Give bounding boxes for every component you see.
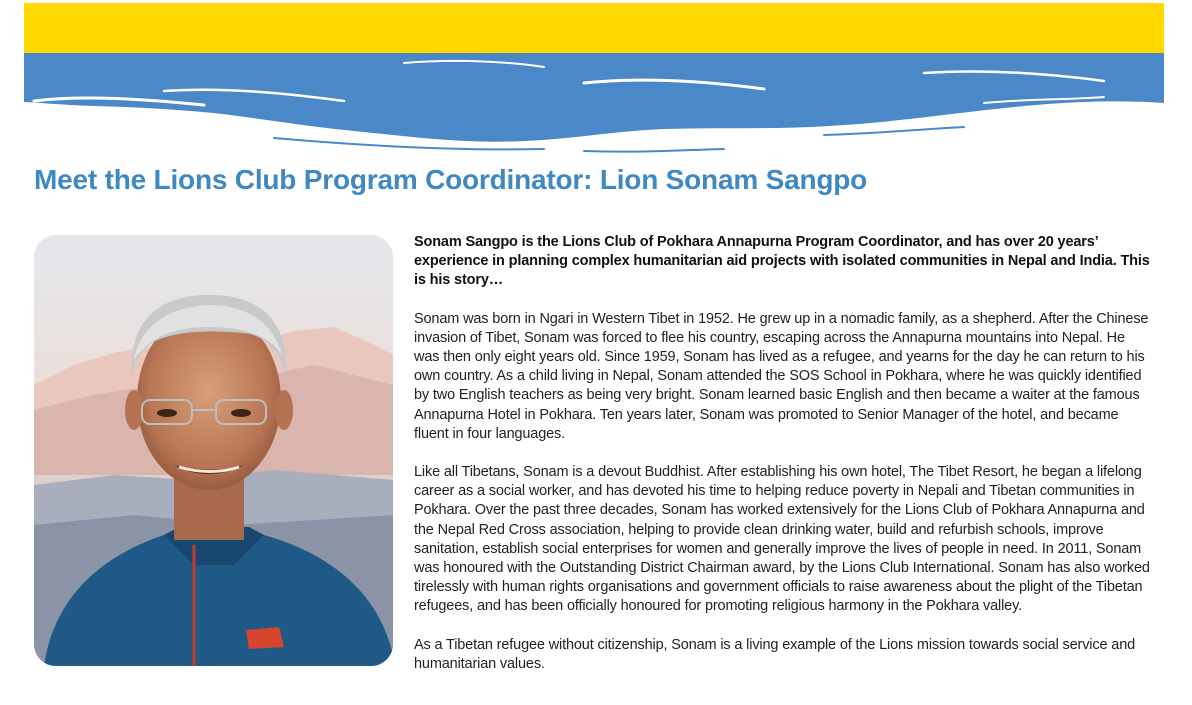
biography-paragraph-1: Sonam was born in Ngari in Western Tibet in 1952. He grew up in a nomadic family, as a shepherd. After the Chinese invasion of Tibet, Sonam was forced to flee his country, escaping across the Annapurna mountains into Nepal. He was then only eight years old. Since 1959, Sonam has lived as a refugee, and yearns for the day he can return to his own country. As a child living in Nepal, Sonam attended the SOS School in Pokhara, where he was quickly identified by two English teachers as being very bright. Sonam learned basic English and then became a waiter at the famous Annapurna Hotel in Pokhara. Ten years later, Sonam was promoted to Senior Manager of the hotel, and became fluent in four languages.	[414, 310, 1149, 442]
article-body	[414, 233, 1154, 693]
portrait-image	[34, 235, 393, 666]
intro-paragraph: Sonam Sangpo is the Lions Club of Pokhara Annapurna Program Coordinator, and has over 20 years’ experience in planning complex humanitarian aid projects with isolated communities in Nepal and India. This is his story…	[414, 234, 1150, 289]
biography-paragraph-3: As a Tibetan refugee without citizenship, Sonam is a living example of the Lions mission towards social service and humanitarian values.	[414, 636, 1136, 672]
biography-paragraph-2: Like all Tibetans, Sonam is a devout Buddhist. After establishing his own hotel, The Tibet Resort, he began a lifelong career as a social worker, and has devoted his time to helping reduce poverty in Nepali and Tibetan communities in Pokhara. Over the past three decades, Sonam has worked extensively for the Lions Club of Pokhara Annapurna and the Nepal Red Cross association, helping to provide clean drinking water, build and refurbish schools, improve sanitation, establish social enterprises for women and generally improve the lives of people in need. In 2011, Sonam was honoured with the Outstanding District Chairman award, by the Lions Club International. Sonam has also worked tirelessly with human rights organisations and government officials to raise awareness about the plight of the Tibetan refugees, and has been officially honoured for promoting religious harmony in the Pokhara valley.	[414, 464, 1150, 615]
wave-banner-graphic	[24, 3, 1164, 158]
page-title: Meet the Lions Club Program Coordinator: Lion Sonam Sangpo	[34, 164, 868, 195]
wave-banner	[24, 3, 1164, 158]
portrait-photo	[34, 235, 393, 666]
